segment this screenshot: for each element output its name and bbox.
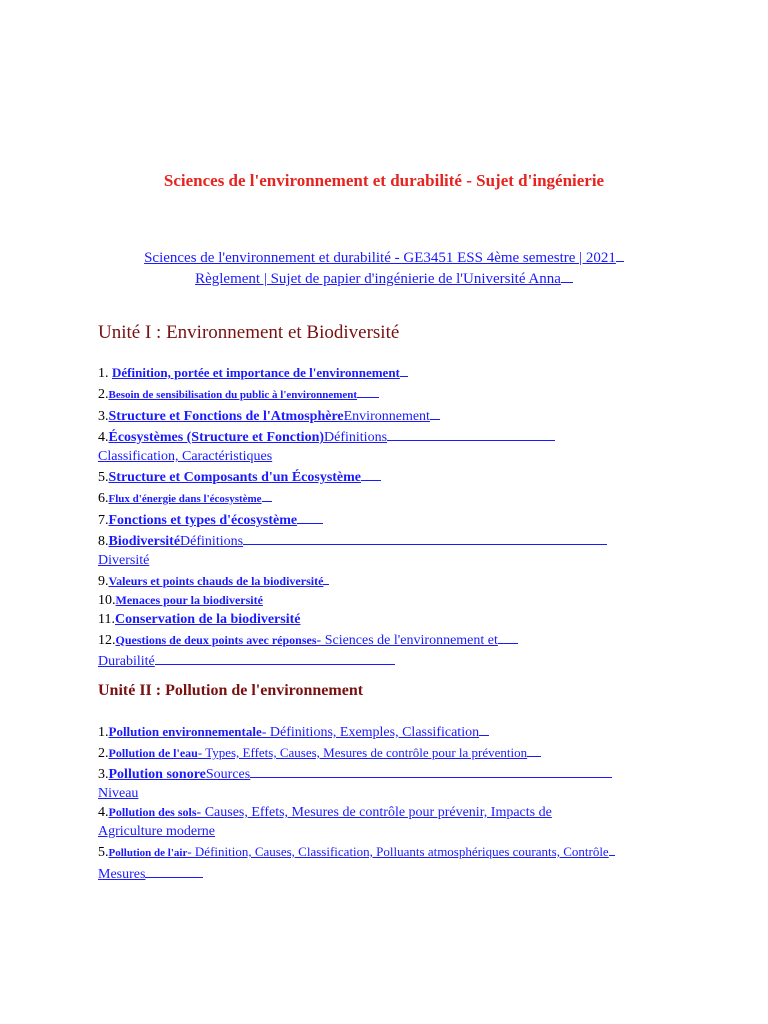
topic-link[interactable]: Écosystèmes (Structure et Fonction) (108, 430, 325, 445)
item-number: 12. (98, 633, 116, 648)
item-number: 2. (98, 746, 109, 761)
topic-link[interactable]: Menaces pour la biodiversité (115, 593, 263, 607)
topic-link[interactable]: Valeurs et points chauds de la biodiversité (108, 574, 324, 588)
subtitle-link-line2[interactable]: Règlement | Sujet de papier d'ingénierie de l'Université Anna (195, 271, 561, 287)
item-number: 3. (98, 409, 109, 424)
topic-link-rest[interactable]: Sources (205, 767, 251, 782)
list-item[interactable] (98, 763, 658, 784)
list-item-continuation[interactable] (98, 447, 658, 466)
topic-link-rest[interactable]: Définitions (180, 534, 244, 549)
item-number: 5. (98, 845, 109, 860)
topic-link-rest[interactable]: Environnement (343, 409, 430, 424)
list-item-continuation[interactable] (98, 822, 658, 841)
list-item[interactable] (98, 487, 658, 509)
item-number: 1. (98, 366, 109, 381)
unit1-heading: Unité I : Environnement et Biodiversité (98, 322, 400, 343)
list-item[interactable] (98, 610, 658, 629)
list-item-continuation[interactable] (98, 650, 658, 671)
list-item[interactable] (98, 570, 658, 591)
list-item[interactable] (98, 591, 658, 610)
topic-link-continuation[interactable]: Agriculture moderne (98, 824, 216, 839)
subtitle-link-block[interactable] (0, 247, 768, 289)
list-item[interactable] (98, 721, 658, 742)
list-item[interactable] (98, 466, 658, 487)
list-item[interactable] (98, 362, 658, 383)
unit1-list (98, 362, 658, 671)
item-number: 9. (98, 574, 109, 589)
item-number: 4. (98, 805, 109, 820)
item-number: 4. (98, 430, 109, 445)
list-item[interactable] (98, 742, 658, 763)
topic-link-rest[interactable]: - Types, Effets, Causes, Mesures de contrôle pour la prévention (197, 745, 528, 760)
topic-link[interactable]: Conservation de la biodiversité (114, 612, 301, 627)
list-item[interactable] (98, 530, 658, 551)
item-number: 10. (98, 593, 116, 608)
list-item[interactable] (98, 841, 658, 863)
topic-link-rest[interactable]: - Sciences de l'environnement et (316, 633, 498, 648)
topic-link[interactable]: Structure et Fonctions de l'Atmosphère (108, 409, 344, 424)
item-number: 6. (98, 491, 109, 506)
item-number: 5. (98, 470, 109, 485)
topic-link-rest[interactable]: - Définition, Causes, Classification, Polluants atmosphériques courants, Contrôle (187, 844, 609, 859)
topic-link[interactable]: Pollution sonore (108, 767, 206, 782)
topic-link[interactable]: Structure et Composants d'un Écosystème (108, 470, 362, 485)
item-number: 8. (98, 534, 109, 549)
topic-link[interactable]: Flux d'énergie dans l'écosystème (108, 493, 262, 505)
topic-link[interactable]: Pollution de l'eau (108, 746, 198, 760)
item-number: 3. (98, 767, 109, 782)
list-item[interactable] (98, 803, 658, 822)
list-item-continuation[interactable] (98, 863, 658, 884)
list-item[interactable] (98, 629, 658, 650)
subtitle-link-line1[interactable]: Sciences de l'environnement et durabilité - GE3451 ESS 4ème semestre | 2021 (144, 250, 616, 266)
list-item[interactable] (98, 509, 658, 530)
item-number: 2. (98, 387, 109, 402)
item-number: 7. (98, 513, 109, 528)
topic-link-continuation[interactable]: Niveau (98, 786, 139, 801)
document-title: Sciences de l'environnement et durabilité - Sujet d'ingénierie (163, 171, 605, 190)
topic-link-rest[interactable]: - Définitions, Exemples, Classification (261, 725, 480, 740)
item-number: 11. (98, 612, 115, 627)
topic-link[interactable]: Pollution de l'air (108, 847, 188, 859)
list-item[interactable] (98, 426, 658, 447)
topic-link-continuation[interactable]: Durabilité (98, 654, 155, 669)
topic-link[interactable]: Pollution des sols (108, 805, 197, 819)
list-item[interactable] (98, 383, 658, 405)
topic-link[interactable]: Définition, portée et importance de l'environnement (112, 365, 400, 380)
topic-link[interactable]: Besoin de sensibilisation du public à l'environnement (108, 389, 358, 401)
topic-link-rest[interactable]: - Causes, Effets, Mesures de contrôle pour prévenir, Impacts de (196, 805, 552, 820)
topic-link-continuation[interactable]: Classification, Caractéristiques (98, 449, 273, 464)
topic-link[interactable]: Biodiversité (108, 534, 181, 549)
topic-link-continuation[interactable]: Mesures (98, 867, 146, 882)
item-number: 1. (98, 725, 109, 740)
topic-link-continuation[interactable]: Diversité (98, 553, 150, 568)
topic-link[interactable]: Questions de deux points avec réponses (115, 633, 317, 647)
list-item-continuation[interactable] (98, 551, 658, 570)
topic-link[interactable]: Pollution environnementale (108, 724, 262, 739)
topic-link[interactable]: Fonctions et types d'écosystème (108, 513, 298, 528)
unit2-heading: Unité II : Pollution de l'environnement (98, 682, 364, 699)
list-item-continuation[interactable] (98, 784, 658, 803)
list-item[interactable] (98, 405, 658, 426)
topic-link-rest[interactable]: Définitions (324, 430, 388, 445)
unit2-list (98, 721, 658, 884)
